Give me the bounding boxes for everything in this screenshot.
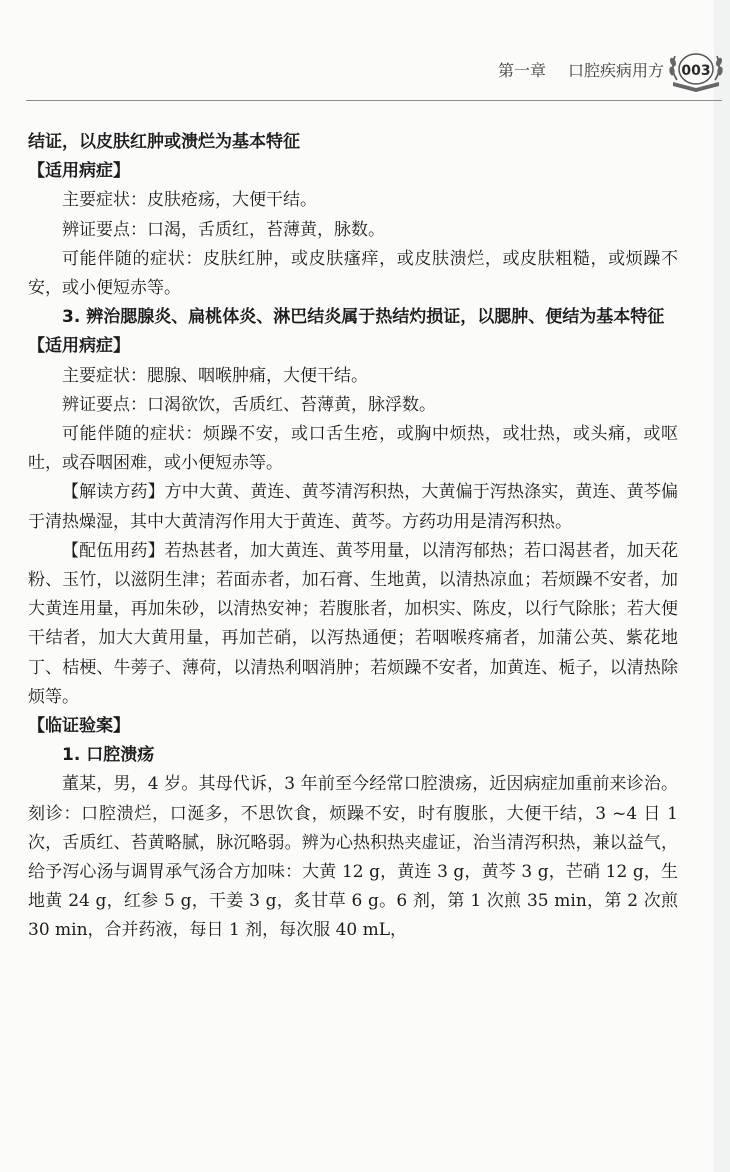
paragraph: 主要症状：皮肤疮疡，大便干结。 — [62, 190, 317, 211]
paragraph: 可能伴随的症状：烦躁不安，或口舌生疮，或胸中烦热，或壮热，或头痛，或呕吐，或吞咽困难，或小便短赤等。 — [28, 424, 678, 474]
section-heading: 【适用病症】 — [28, 161, 130, 182]
paragraph: 【解读方药】方中大黄、黄连、黄芩清泻积热，大黄偏于泻热涤实，黄连、黄芩偏于清热燥湿，其中大黄清泻作用大于黄连、黄芩。方药功用是清泻积热。 — [28, 482, 678, 532]
header-divider — [26, 100, 722, 101]
section-heading: 【适用病症】 — [28, 336, 130, 357]
body-text — [28, 128, 678, 946]
running-header — [498, 58, 664, 82]
paragraph: 可能伴随的症状：皮肤红肿，或皮肤瘙痒，或皮肤溃烂，或皮肤粗糙，或烦躁不安，或小便短赤等。 — [28, 248, 678, 299]
section-heading: 【临证验案】 — [28, 716, 130, 737]
section-label: 口腔疾病用方 — [568, 61, 665, 80]
paragraph: 【配伍用药】若热甚者，加大黄连、黄芩用量，以清泻郁热；若口渴甚者，加天花粉、玉竹，以滋阴生津；若面赤者，加石膏、生地黄，以清热凉血；若烦躁不安者，加大黄连用量，再加朱砂，以清热安神；若腹胀者，加枳实、陈皮，以行气除胀；若大便干结者，加大大黄用量，再加芒硝，以泻热通便；若咽喉疼痛者，加蒲公英、紫花地丁、桔梗、牛蒡子、薄荷，以清热利咽消肿；若烦躁不安者，加黄连、栀子，以清热除烦等。 — [28, 540, 678, 707]
paragraph: 主要症状：腮腺、咽喉肿痛，大便干结。 — [62, 365, 368, 386]
page-number-badge — [667, 44, 725, 94]
case-heading: 1. 口腔溃疡 — [62, 745, 155, 766]
subsection-heading: 3. 辨治腮腺炎、扁桃体炎、淋巴结炎属于热结灼损证，以腮肿、便结为基本特征 — [62, 307, 665, 328]
paragraph: 辨证要点：口渴，舌质红，苔薄黄，脉数。 — [62, 219, 385, 240]
laurel-book-icon — [667, 44, 725, 94]
page-edge-strip — [714, 0, 730, 1172]
page-number: 003 — [681, 63, 711, 79]
paragraph: 董某，男，4 岁。其母代诉，3 年前至今经常口腔溃疡，近因病症加重前来诊治。刻诊：口腔溃烂，口涎多，不思饮食，烦躁不安，时有腹胀，大便干结，3 ~4 日 1 次，舌质红、苔黄略腻，脉沉略弱。辨为心热积热夹虚证，治当清泻积热，兼以益气，给予泻心汤与调胃承气汤合方加味：大黄 12 g，黄连 3 g，黄芩 3 g，芒硝 12 g，生地黄 24 g，红参 5 g，干姜 3 g，炙甘草 6 g。6 剂，第 1 次煎 35 min，第 2 次煎 30 min，合并药液，每日 1 剂，每次服 40 mL， — [28, 774, 678, 941]
chapter-label: 第一章 — [498, 61, 547, 80]
paragraph: 辨证要点：口渴欲饮，舌质红、苔薄黄，脉浮数。 — [62, 394, 436, 415]
paragraph: 结证，以皮肤红肿或溃烂为基本特征 — [28, 132, 300, 152]
